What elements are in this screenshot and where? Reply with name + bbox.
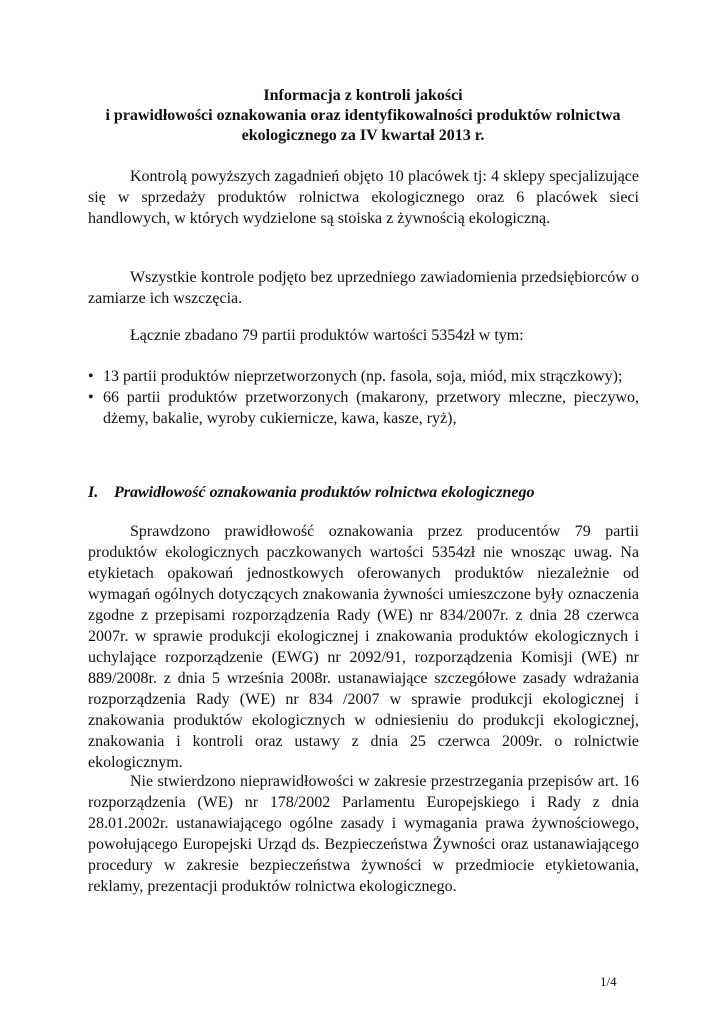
title-line-2: i prawidłowości oznakowania oraz identyfikowalności produktów rolnictwa bbox=[105, 107, 621, 124]
bullet-icon: • bbox=[88, 368, 94, 385]
title-line-3: ekologicznego za IV kwartał 2013 r. bbox=[241, 127, 485, 144]
list-item bbox=[88, 387, 639, 429]
bullet-icon: • bbox=[88, 389, 94, 406]
list-item bbox=[88, 366, 639, 387]
document-title bbox=[80, 86, 646, 146]
list-item-text: 13 partii produktów nieprzetworzonych (np. fasola, soja, miód, mix strączkowy); bbox=[103, 368, 623, 385]
title-line-1: Informacja z kontroli jakości bbox=[263, 87, 463, 104]
section-heading bbox=[88, 482, 639, 503]
section-number: I. bbox=[88, 484, 99, 501]
total-paragraph: Łącznie zbadano 79 partii produktów wartości 5354zł w tym: bbox=[130, 327, 524, 344]
list-item-text: 66 partii produktów przetworzonych (makarony, przetwory mleczne, pieczywo, dżemy, bakalie, wyroby cukiernicze, kawa, kasze, ryż), bbox=[103, 389, 639, 427]
section-paragraph-2: Nie stwierdzono nieprawidłowości w zakresie przestrzegania przepisów art. 16 rozporządzenia (WE) nr 178/2002 Parlamentu Europejskiego i Rady z dnia 28.01.2002r. ustanawiającego ogólne zasady i wymagania prawa żywnościowego, powołującego Europejski Urząd ds. Bezpieczeństwa Żywności oraz ustanawiającego procedury w zakresie bezpieczeństwa żywności w przedmiocie etykietowania, reklamy, prezentacji produktów rolnictwa ekologicznego. bbox=[88, 773, 639, 895]
section-title: Prawidłowość oznakowania produktów rolnictwa ekologicznego bbox=[114, 484, 535, 501]
notice-paragraph: Wszystkie kontrole podjęto bez uprzedniego zawiadomienia przedsiębiorców o zamiarze ich wszczęcia. bbox=[88, 269, 639, 307]
intro-paragraph: Kontrolą powyższych zagadnień objęto 10 placówek tj: 4 sklepy specjalizujące się w sprzedaży produktów rolnictwa ekologicznego oraz 6 placówek sieci handlowych, w których wydzielone są stoiska z żywnością ekologiczną. bbox=[88, 168, 639, 227]
section-paragraph-1: Sprawdzono prawidłowość oznakowania przez producentów 79 partii produktów ekologicznych paczkowanych wartości 5354zł nie wnosząc uwag. Na etykietach opakowań jednostkowych oferowanych produktów niezależnie od wymagań ogólnych dotyczących znakowania żywności umieszczone były oznaczenia zgodne z przepisami rozporządzenia Rady (WE) nr 834/2007r. z dnia 28 czerwca 2007r. w sprawie produkcji ekologicznej i znakowania produktów ekologicznych i uchylające rozporządzenie (EWG) nr 2092/91, rozporządzenia Komisji (WE) nr 889/2008r. z dnia 5 września 2008r. ustanawiające szczegółowe zasady wdrażania rozporządzenia Rady (WE) nr 834 /2007 w sprawie produkcji ekologicznej i znakowania produktów ekologicznych w odniesieniu do produkcji ekologicznej, znakowania i kontroli oraz ustawy z dnia 25 czerwca 2009r. o rolnictwie ekologicznym. bbox=[88, 523, 639, 771]
page-number: 1/4 bbox=[600, 974, 617, 989]
product-list bbox=[88, 366, 639, 429]
